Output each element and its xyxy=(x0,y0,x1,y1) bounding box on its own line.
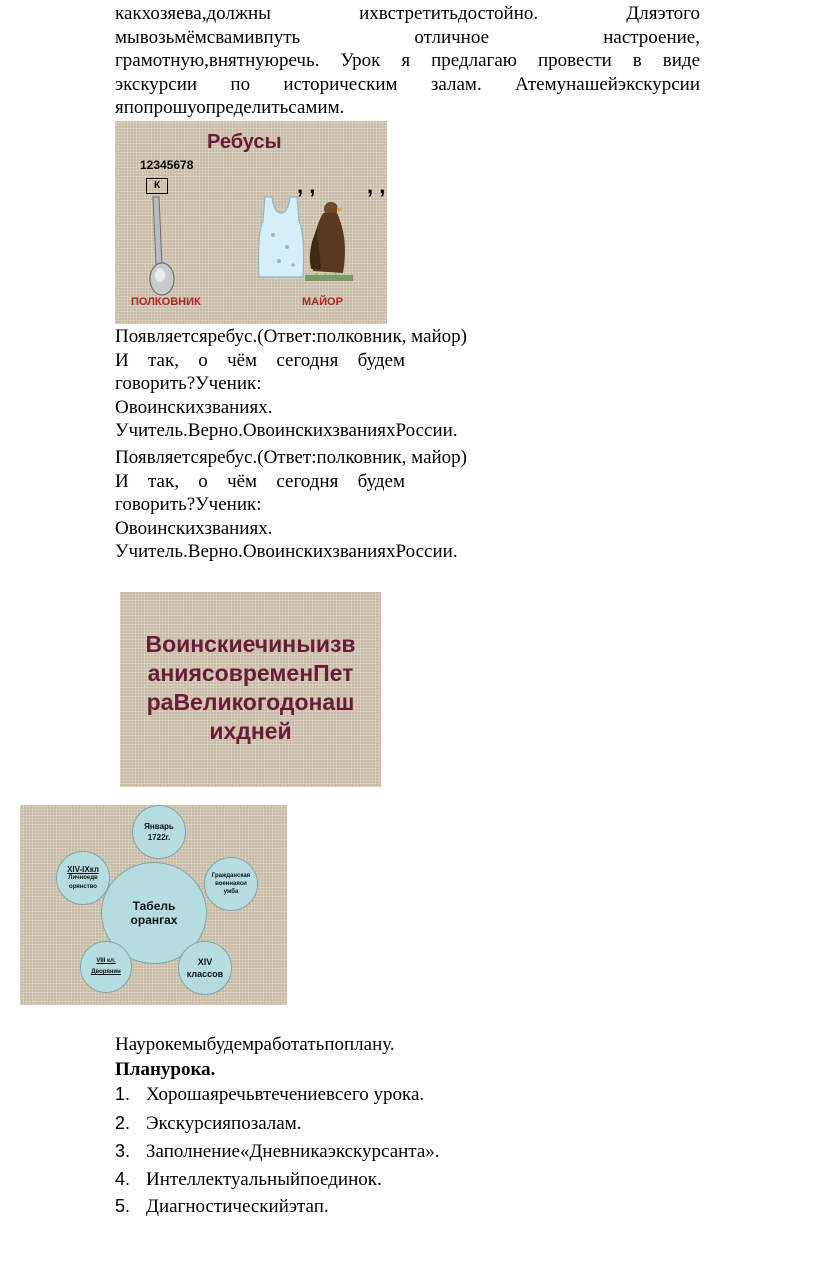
dialogue-line: Учитель.Верно.ОвоинскихзванияхРоссии. xyxy=(115,541,458,563)
rebus-title: Ребусы xyxy=(207,131,282,153)
rebus-answer-1 xyxy=(131,296,201,308)
left-line: орянство xyxy=(69,883,97,890)
tank-top-icon xyxy=(255,195,307,280)
dialogue-line: Появляетсяребус.(Ответ:полковник, майор) xyxy=(115,447,467,468)
left-line: XIV-IXкл xyxy=(67,864,99,874)
dialogue-line: И так, о чём сегодня будем xyxy=(115,349,405,371)
slide-title-line: Воинскиечиныизв xyxy=(145,631,356,657)
ladle-icon xyxy=(145,195,185,305)
diagram-slide xyxy=(20,805,287,1005)
dialogue-block-2 xyxy=(115,446,507,564)
plan-heading: Планурока. xyxy=(115,1059,216,1080)
rebus-letter-box: К xyxy=(146,178,168,194)
dialogue-line: Овоинскихзваниях. xyxy=(115,517,273,539)
bottom-right-line: классов xyxy=(186,969,224,979)
dialogue-line: Учитель.Верно.ОвоинскихзванияхРоссии. xyxy=(115,420,458,442)
answer-1-suffix: ОВНИК xyxy=(161,296,201,308)
top-line: Январь xyxy=(144,822,174,831)
rebus-digits: 12345678 xyxy=(140,158,194,172)
dialogue-line: И так, о чём сегодня будем xyxy=(115,470,405,492)
list-item-number: 4. xyxy=(115,1169,131,1189)
bottom-right-line: XIV xyxy=(197,957,213,967)
slide-title xyxy=(120,630,381,746)
plan-intro: Наурокемыбудемработатьпоплану. xyxy=(115,1034,395,1055)
right-line: Гражданская xyxy=(211,873,251,879)
list-item-text: Экскурсияпозалам. xyxy=(146,1113,302,1134)
intro-line: мывозьмёмсвамивпуть отличное настроение, xyxy=(115,26,700,48)
right-line: ужба xyxy=(223,889,239,895)
list-item-number: 3. xyxy=(115,1141,131,1161)
right-circle xyxy=(204,857,258,911)
answer-1-highlight: К xyxy=(154,296,162,308)
rebus-slide xyxy=(115,121,387,324)
intro-paragraph xyxy=(115,2,700,120)
list-item-text: Диагностическийэтап. xyxy=(146,1196,329,1217)
list-item-text: Интеллектуальныйпоединок. xyxy=(146,1169,382,1190)
dialogue-line: Появляетсяребус.(Ответ:полковник, майор) xyxy=(115,326,467,347)
list-item-number: 1. xyxy=(115,1084,131,1104)
slide-title-line: ихдней xyxy=(209,718,292,744)
left-circle xyxy=(56,851,110,905)
bottom-right-circle xyxy=(178,941,232,995)
left-line: Личноедв xyxy=(68,874,98,881)
rebus-commas: , , xyxy=(367,173,386,198)
bottom-left-circle xyxy=(80,941,132,993)
bottom-left-line: Дворянин xyxy=(91,969,121,975)
right-line: военнаяси xyxy=(215,881,247,887)
eagle-icon xyxy=(303,199,355,281)
intro-line: грамотную,внятнуюречь. Урок я предлагаю провести в виде xyxy=(115,50,700,72)
answer-1-prefix: ПОЛ xyxy=(131,296,155,308)
bottom-left-line: VIII кл. xyxy=(96,958,116,964)
rebus-answer-2: МАЙОР xyxy=(302,296,343,308)
list-item-text: Заполнение«Дневникаэкскурсанта». xyxy=(146,1141,440,1162)
slide-title-line: раВеликогодонаш xyxy=(146,689,355,715)
top-circle xyxy=(132,805,186,859)
top-line: 1722г. xyxy=(147,833,171,842)
dialogue-line: говорить?Ученик: xyxy=(115,373,262,395)
dialogue-line: говорить?Ученик: xyxy=(115,494,262,516)
list-item-text: Хорошаяречьвтечениевсего урока. xyxy=(146,1084,425,1105)
dialogue-block-1 xyxy=(115,325,507,443)
list-item-number: 2. xyxy=(115,1113,131,1133)
intro-line: экскурсии по историческим залам. Атемунашейэкскурсии xyxy=(115,73,700,95)
title-slide xyxy=(120,592,381,787)
intro-line: какхозяева,должны ихвстретитьдостойно. Дляэтого xyxy=(115,3,700,24)
intro-line: япопрошуопределитьсамим. xyxy=(115,97,345,119)
center-line: орангах xyxy=(130,913,178,927)
rebus-commas: , , xyxy=(297,173,316,198)
center-line: Табель xyxy=(132,899,176,913)
slide-title-line: аниясовременПет xyxy=(147,660,354,686)
dialogue-line: Овоинскихзваниях. xyxy=(115,396,273,418)
list-item-number: 5. xyxy=(115,1196,131,1216)
